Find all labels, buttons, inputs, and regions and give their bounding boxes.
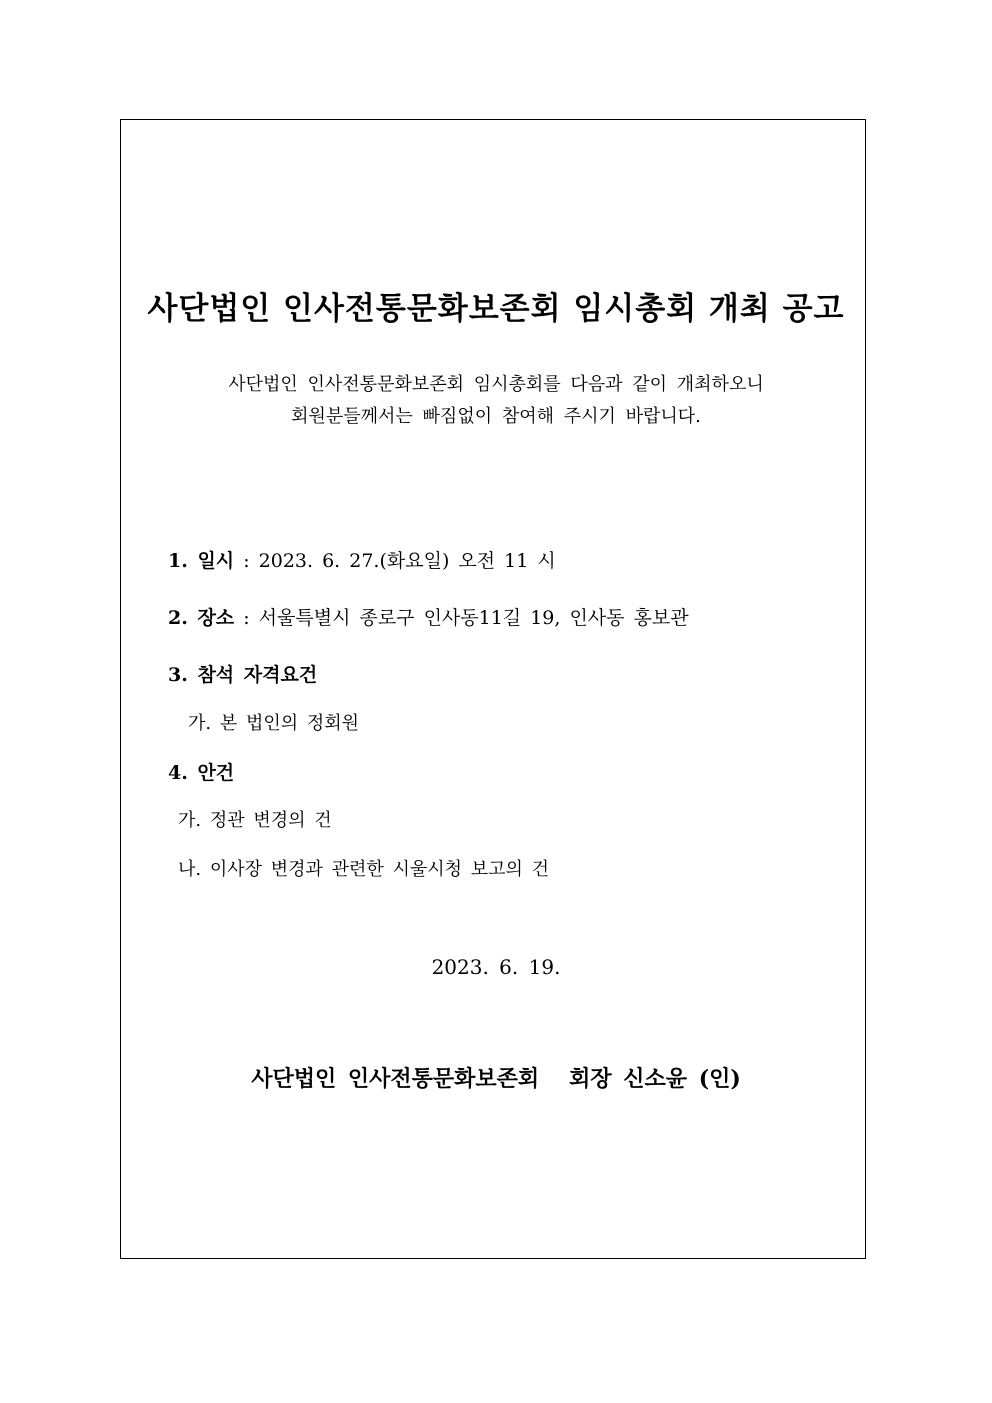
item-agenda-head: 4. 안건 [168,762,235,784]
item-datetime-text: : 2023. 6. 27.(화요일) 오전 11 시 [234,550,556,572]
item-location [168,603,689,630]
eligibility-line-1: 가. 본 법인의 정회원 [188,713,359,734]
notice-date: 2023. 6. 19. [431,955,561,979]
signature-org: 사단법인 인사전통문화보존회 [251,1066,540,1092]
signature-line [0,1062,992,1093]
agenda-line-1: 가. 정관 변경의 건 [178,810,332,831]
signature-person: 회장 신소윤 (인) [569,1066,741,1092]
agenda-line-2: 나. 이사장 변경과 관련한 시울시청 보고의 건 [178,859,550,880]
intro-line-1: 사단법인 인사전통문화보존회 임시총회를 다음과 같이 개최하오니 [228,374,764,395]
intro-line-2: 회원분들께서는 빠짐없이 참여해 주시기 바랍니다. [291,406,701,427]
item-datetime [168,546,556,573]
item-location-head: 2. 장소 [168,607,235,629]
item-datetime-head: 1. 일시 [168,550,235,572]
item-agenda [168,758,234,785]
item-eligibility [168,660,317,687]
item-location-text: : 서울특별시 종로구 인사동11길 19, 인사동 홍보관 [234,607,689,629]
item-eligibility-head: 3. 참석 자격요건 [168,664,318,686]
notice-title: 사단법인 인사전통문화보존회 임시총회 개최 공고 [147,291,845,327]
